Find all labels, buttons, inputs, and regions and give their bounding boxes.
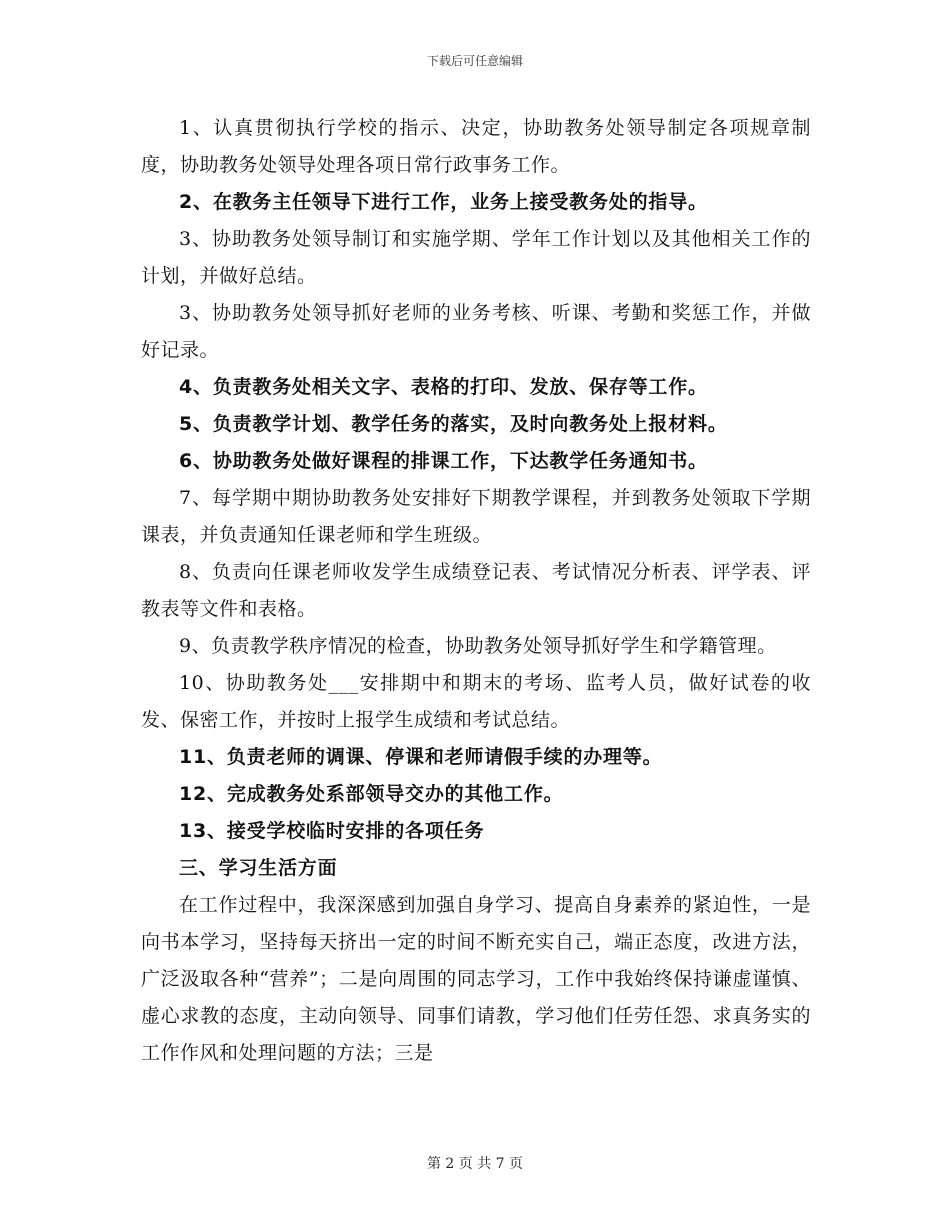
paragraph-11: 10、协助教务处___安排期中和期末的考场、监考人员，做好试卷的收发、保密工作，并按时上报学生成绩和考试总结。 [141,672,811,731]
paragraph-8: 7、每学期中期协助教务处安排好下期教学课程，并到教务处领取下学期课表，并负责通知任课老师和学生班级。 [141,487,811,546]
paragraph-4: 3、协助教务处领导抓好老师的业务考核、听课、考勤和奖惩工作，并做好记录。 [141,302,811,361]
paragraph-10: 9、负责教学秩序情况的检查，协助教务处领导抓好学生和学籍管理。 [179,635,777,657]
page-header: 下载后可任意编辑 [426,54,523,68]
section-heading: 三、学习生活方面 [179,857,338,879]
paragraph-13: 12、完成教务处系部领导交办的其他工作。 [179,783,564,805]
paragraph-1: 1、认真贯彻执行学校的指示、决定，协助教务处领导制定各项规章制度，协助教务处领导处理各项日常行政事务工作。 [141,117,811,176]
paragraph-3: 3、协助教务处领导制订和实施学期、学年工作计划以及其他相关工作的计划，并做好总结。 [141,228,811,287]
document-body [141,110,811,1072]
paragraph-5: 4、负责教务处相关文字、表格的打印、发放、保存等工作。 [179,376,708,398]
paragraph-6: 5、负责教学计划、教学任务的落实，及时向教务处上报材料。 [179,413,728,435]
paragraph-12: 11、负责老师的调课、停课和老师请假手续的办理等。 [179,746,663,768]
paragraph-study: 在工作过程中，我深深感到加强自身学习、提高自身素养的紧迫性，一是向书本学习，坚持每天挤出一定的时间不断充实自己，端正态度，改进方法，广泛汲取各种“营养”；二是向周围的同志学习，工作中我始终保持谦虚谨慎、虚心求教的态度，主动向领导、同事们请教，学习他们任劳任怨、求真务实的工作作风和处理问题的方法；三是 [141,894,811,1064]
paragraph-9: 8、负责向任课老师收发学生成绩登记表、考试情况分析表、评学表、评教表等文件和表格。 [141,561,811,620]
paragraph-2: 2、在教务主任领导下进行工作，业务上接受教务处的指导。 [179,191,708,213]
paragraph-14: 13、接受学校临时安排的各项任务 [179,820,485,842]
paragraph-7: 6、协助教务处做好课程的排课工作，下达教学任务通知书。 [179,450,708,472]
page-number: 第 2 页 共 7 页 [426,1156,524,1172]
